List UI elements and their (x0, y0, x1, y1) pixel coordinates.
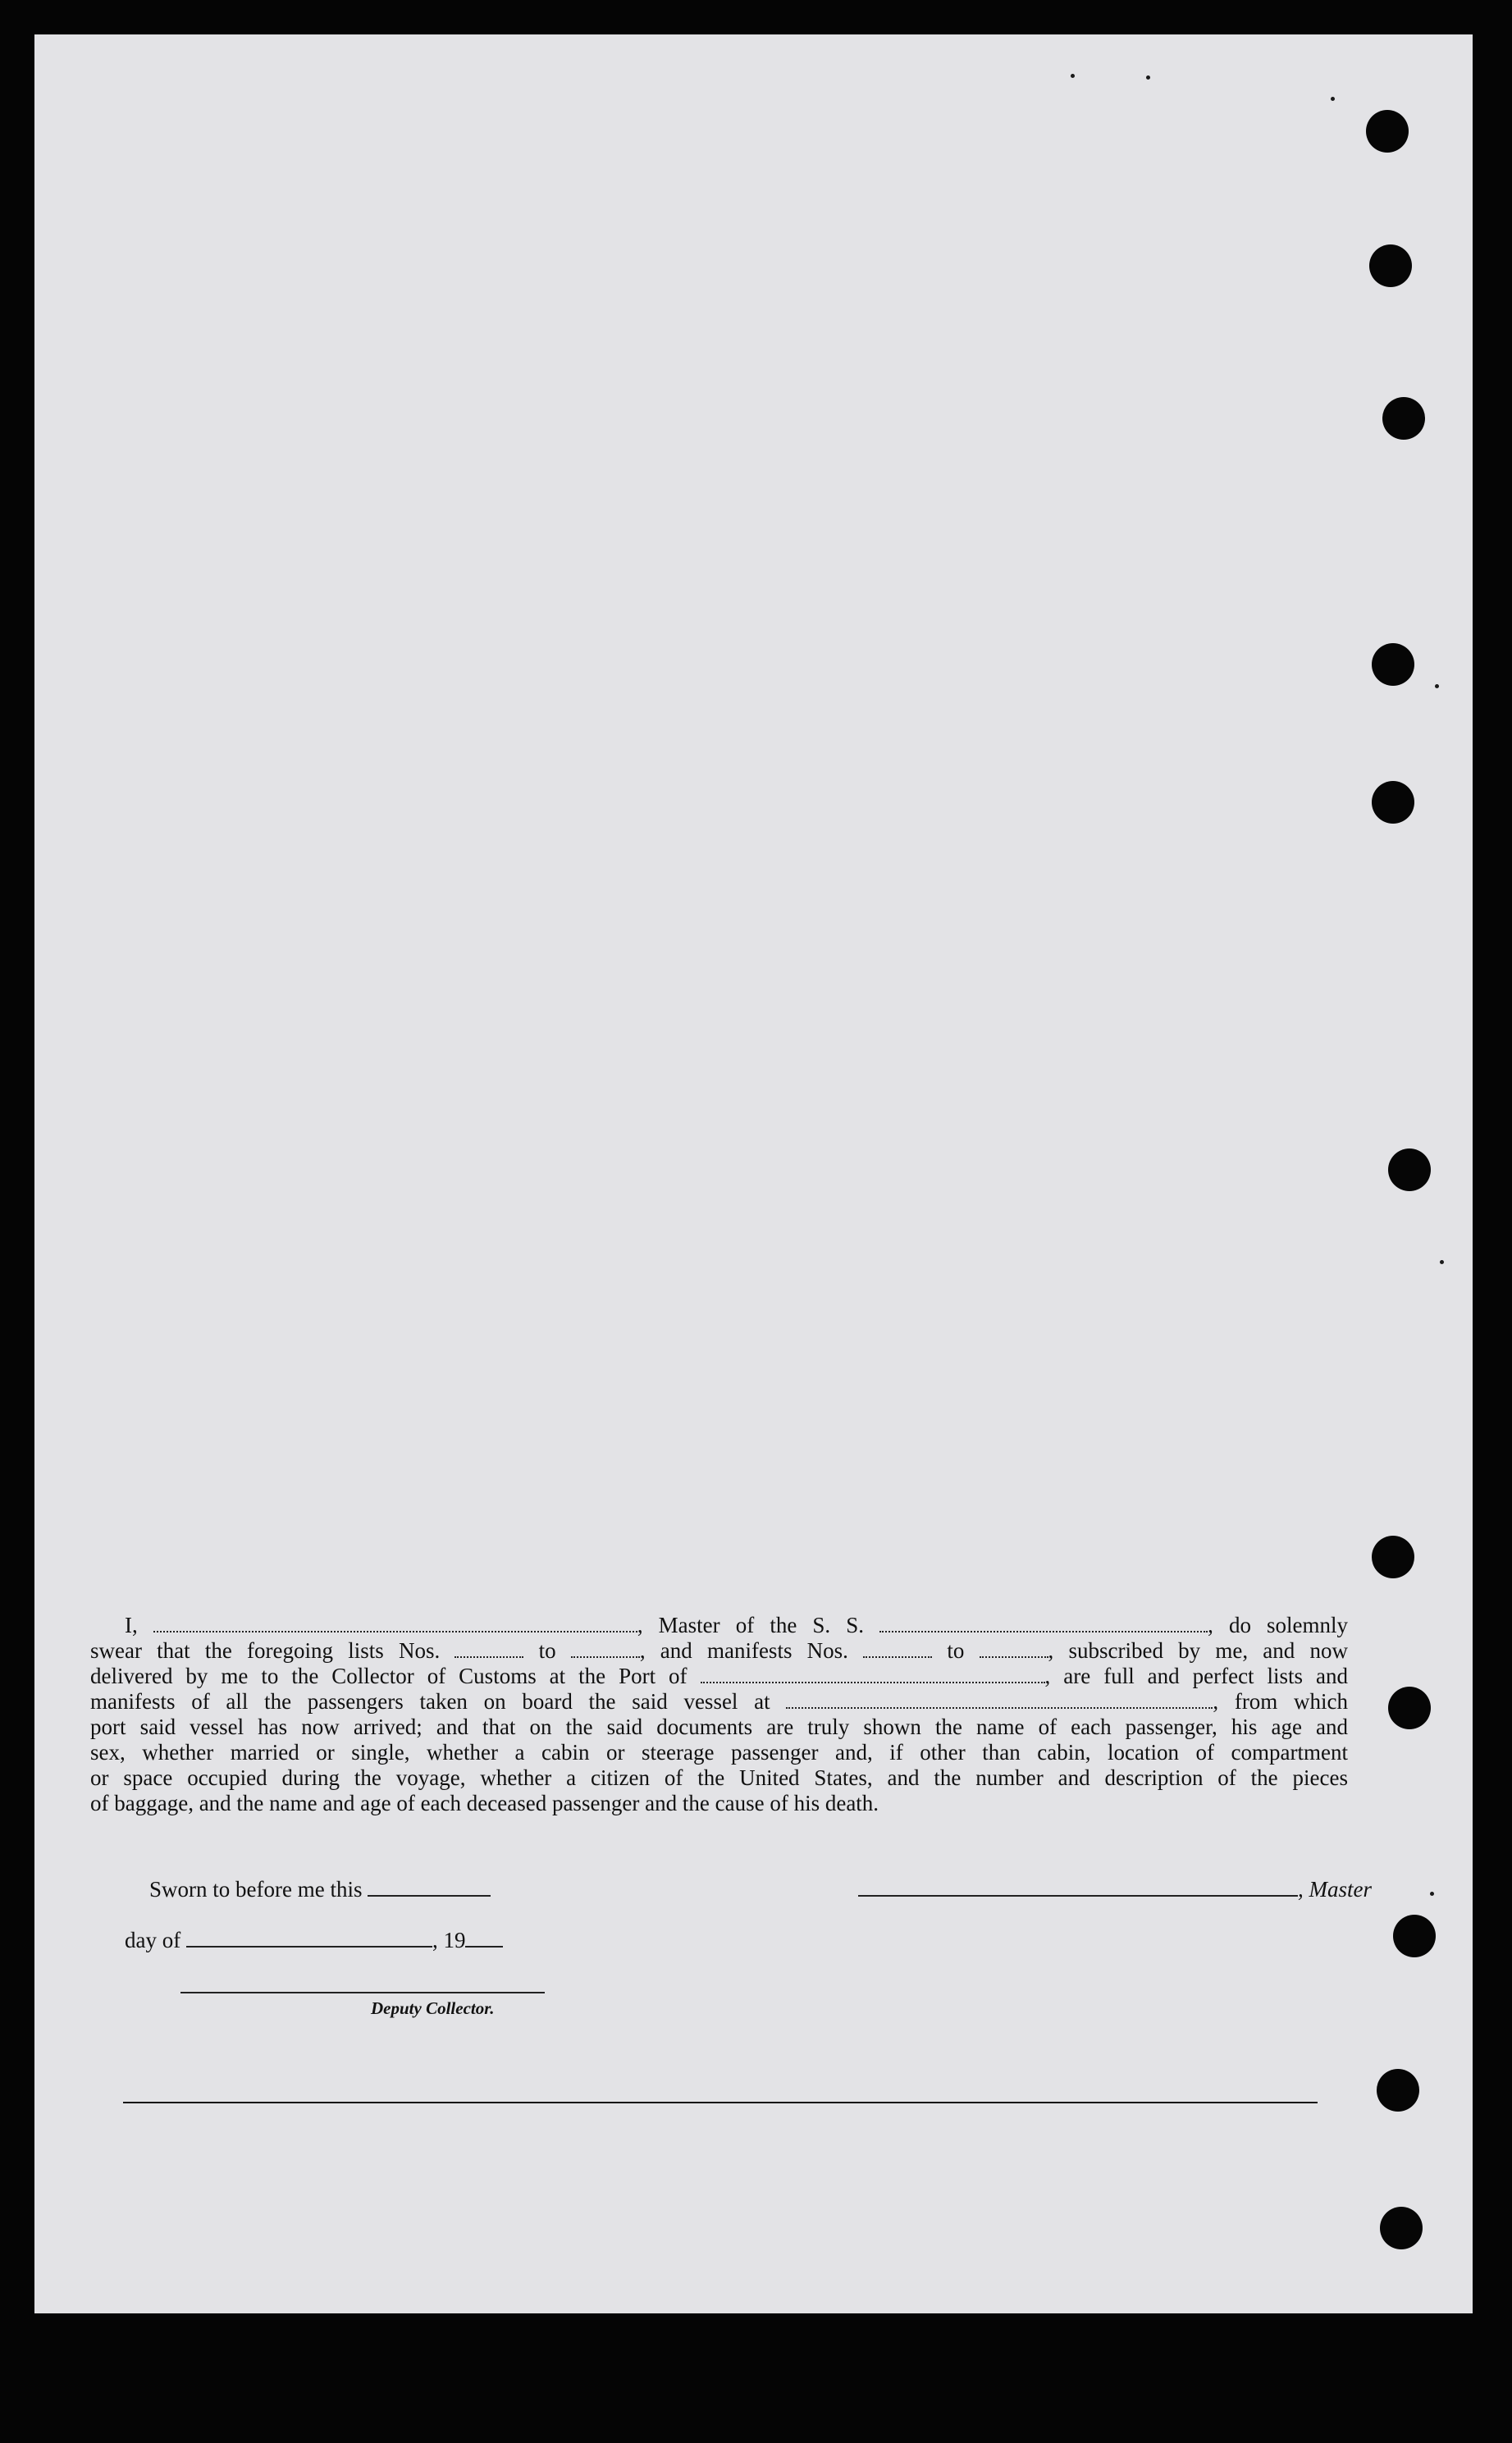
vessel-name-field[interactable] (879, 1614, 1208, 1632)
oath-line-6: sex, whether married or single, whether a cabin or steerage passenger and, if other than cabin, location of compartment (90, 1740, 1348, 1765)
manifest-from-field[interactable] (863, 1640, 932, 1658)
speck (1331, 97, 1335, 101)
oath-line-3 (90, 1664, 1348, 1689)
oath-text: to (947, 1638, 965, 1663)
speck (1430, 1892, 1434, 1896)
oath-text: manifests of all the passengers taken on board the said vessel at (90, 1689, 770, 1714)
oath-line-4 (90, 1689, 1348, 1715)
sworn-label: Sworn to before me this (149, 1877, 363, 1902)
oath-text: , Master of the S. S. (637, 1613, 865, 1637)
oath-text: , from which (1213, 1689, 1349, 1714)
punch-hole (1372, 1536, 1414, 1578)
punch-hole (1380, 2207, 1423, 2249)
oath-text: , are full and perfect lists and (1044, 1664, 1348, 1688)
punch-hole (1388, 1687, 1431, 1729)
year-field[interactable] (465, 1931, 503, 1948)
punch-hole (1372, 781, 1414, 824)
punch-hole (1377, 2069, 1419, 2112)
punch-hole (1369, 244, 1412, 287)
speck (1435, 684, 1439, 688)
oath-line-2 (90, 1638, 1348, 1664)
speck (1440, 1260, 1444, 1264)
master-signature-row (858, 1877, 1372, 1902)
oath-text: swear that the foregoing lists Nos. (90, 1638, 441, 1663)
day-row (125, 1928, 503, 1953)
punch-hole (1366, 110, 1409, 153)
master-label: , Master (1298, 1877, 1372, 1902)
punch-hole (1372, 643, 1414, 686)
embarkation-port-field[interactable] (786, 1691, 1213, 1709)
speck (1071, 74, 1075, 78)
port-field[interactable] (701, 1665, 1045, 1683)
day-label: day of (125, 1928, 181, 1952)
year-label: , 19 (432, 1928, 466, 1952)
sworn-row (149, 1877, 491, 1902)
punch-hole (1388, 1148, 1431, 1191)
oath-text: , and manifests Nos. (639, 1638, 848, 1663)
oath-text: I, (125, 1613, 138, 1637)
master-name-field[interactable] (153, 1614, 637, 1632)
oath-text: , do solemnly (1208, 1613, 1349, 1637)
oath-line-1 (90, 1613, 1348, 1638)
oath-paragraph (90, 1613, 1348, 1816)
list-to-field[interactable] (571, 1640, 640, 1658)
oath-text: delivered by me to the Collector of Customs at the Port of (90, 1664, 687, 1688)
speck (1146, 75, 1150, 80)
oath-line-5: port said vessel has now arrived; and that on the said documents are truly shown the name of each passenger, his age and (90, 1715, 1348, 1739)
day-month-field[interactable] (186, 1931, 432, 1948)
punch-hole (1382, 397, 1425, 440)
oath-text: to (538, 1638, 556, 1663)
sworn-date-field[interactable] (368, 1880, 491, 1897)
deputy-collector-label: Deputy Collector. (371, 1998, 495, 2018)
oath-line-8: of baggage, and the name and age of each deceased passenger and the cause of his death. (90, 1791, 879, 1815)
punch-hole (1393, 1915, 1436, 1957)
oath-line-7: or space occupied during the voyage, whether a citizen of the United States, and the number and description of the pieces (90, 1765, 1348, 1790)
bottom-rule (123, 2102, 1318, 2103)
manifest-to-field[interactable] (980, 1640, 1048, 1658)
master-signature-field[interactable] (858, 1880, 1298, 1897)
deputy-signature-field[interactable] (180, 1992, 545, 1993)
oath-text: , subscribed by me, and now (1048, 1638, 1348, 1663)
list-from-field[interactable] (455, 1640, 523, 1658)
manifest-sheet (34, 34, 1473, 2313)
